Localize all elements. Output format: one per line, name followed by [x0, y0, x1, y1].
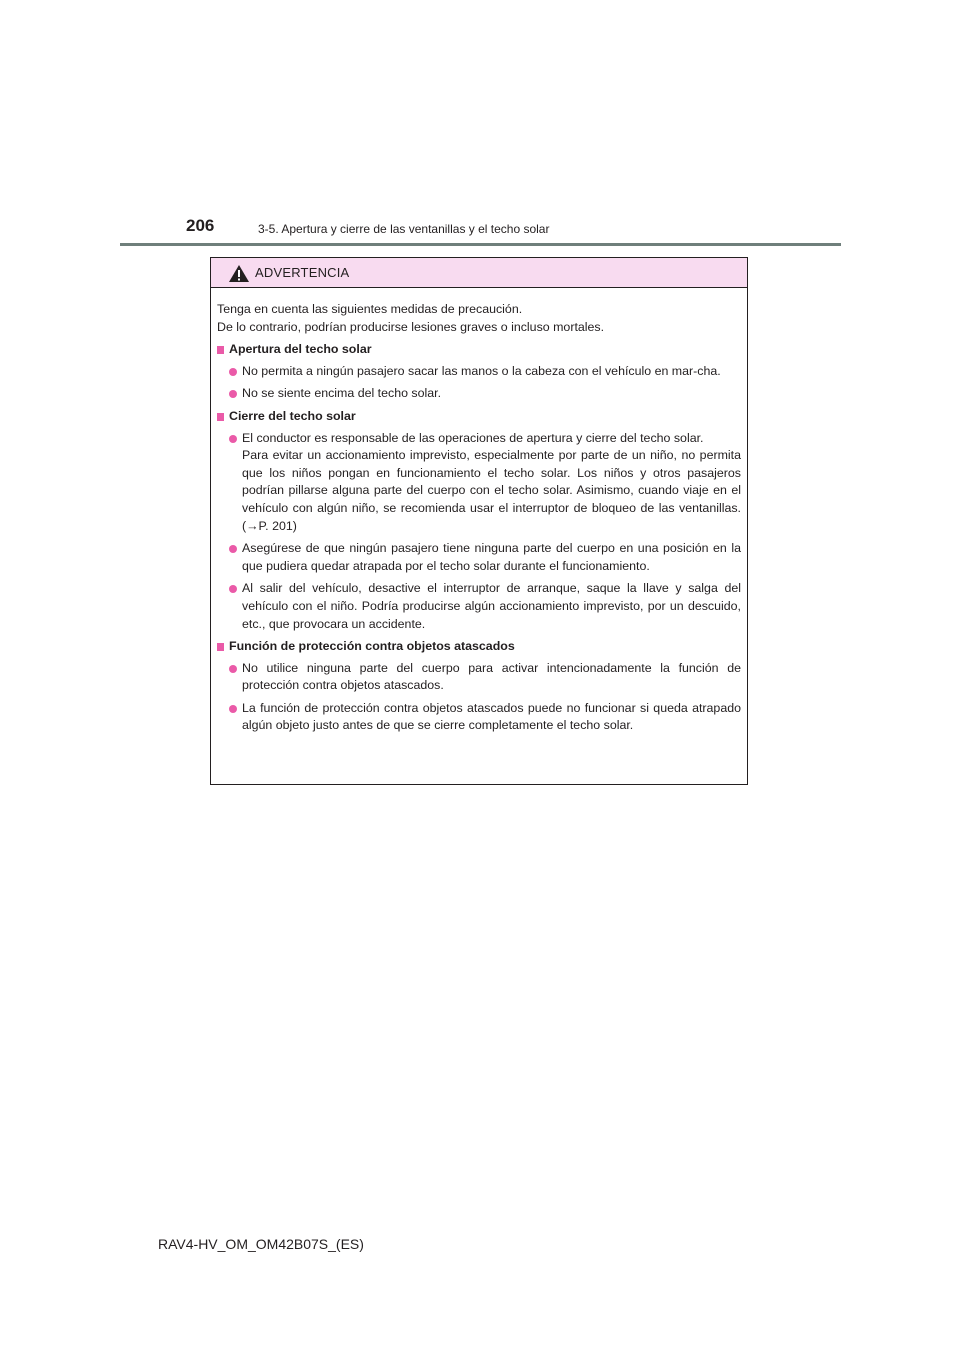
- circle-bullet-icon: [229, 390, 237, 398]
- list-item: [217, 363, 741, 381]
- section-heading: [217, 341, 741, 359]
- list-item-text: No utilice ninguna parte del cuerpo para activar intencionadamente la función de protección contra objetos atascados.: [242, 660, 741, 693]
- circle-bullet-icon: [229, 585, 237, 593]
- section-heading-text: Cierre del techo solar: [229, 408, 356, 423]
- section-heading-text: Apertura del techo solar: [229, 342, 372, 357]
- section-heading-text: Función de protección contra objetos atascados: [229, 639, 515, 654]
- list-item-text: Asegúrese de que ningún pasajero tiene ninguna parte del cuerpo en una posición en la que pudiera quedar atrapada por el techo solar durante el funcionamiento.: [242, 541, 741, 573]
- intro-line: Tenga en cuenta las siguientes medidas de precaución.: [217, 302, 523, 316]
- list-item: [217, 430, 741, 536]
- warning-body: [211, 288, 747, 735]
- square-bullet-icon: [217, 643, 224, 651]
- circle-bullet-icon: [229, 545, 237, 553]
- header-rule: [120, 243, 841, 246]
- document-code: RAV4-HV_OM_OM42B07S_(ES): [158, 1236, 364, 1252]
- circle-bullet-icon: [229, 665, 237, 673]
- list-item: [217, 580, 741, 633]
- list-item-text: Al salir del vehículo, desactive el interruptor de arranque, saque la llave y salga del vehículo con el niño. Podría producirse algún accionamiento imprevisto, por un descuido, etc., que provocara un accidente.: [242, 581, 741, 631]
- list-item-text: Para evitar un accionamiento imprevisto, especialmente por parte de un niño, no permita que los niños pongan en funcionamiento el techo solar. Los niños y otros pasajeros podrían pillarse alguna parte del cuerpo con el techo solar. Asimismo, cuando viaje en el vehículo con algún niño, se recomienda usar el interruptor de bloqueo de las ventanillas. (→P. 201): [242, 448, 741, 533]
- circle-bullet-icon: [229, 368, 237, 376]
- list-item-text: No permita a ningún pasajero sacar las manos o la cabeza con el vehículo en mar-cha.: [242, 363, 721, 378]
- page-number: 206: [186, 216, 215, 235]
- warning-title: ADVERTENCIA: [255, 265, 350, 280]
- list-item: [217, 385, 741, 403]
- list-item: [217, 540, 741, 575]
- circle-bullet-icon: [229, 435, 237, 443]
- intro-line: De lo contrario, podrían producirse lesiones graves o incluso mortales.: [217, 319, 605, 334]
- circle-bullet-icon: [229, 705, 237, 713]
- warning-triangle-icon: [228, 264, 250, 283]
- square-bullet-icon: [217, 413, 224, 421]
- list-item-text: El conductor es responsable de las operaciones de apertura y cierre del techo solar.: [242, 430, 704, 445]
- list-item-text: La función de protección contra objetos atascados puede no funcionar si queda atrapado algún objeto justo antes de que se cierre completamente el techo solar.: [242, 700, 741, 733]
- section-title: 3-5. Apertura y cierre de las ventanillas y el techo solar: [258, 222, 550, 236]
- square-bullet-icon: [217, 346, 224, 354]
- warning-header: [211, 258, 747, 288]
- section-heading: [217, 638, 741, 656]
- section-heading: [217, 408, 741, 426]
- list-item: [217, 660, 741, 695]
- list-item-text: No se siente encima del techo solar.: [242, 386, 442, 401]
- list-item: [217, 700, 741, 735]
- warning-intro: [217, 301, 741, 336]
- warning-box: [210, 257, 748, 785]
